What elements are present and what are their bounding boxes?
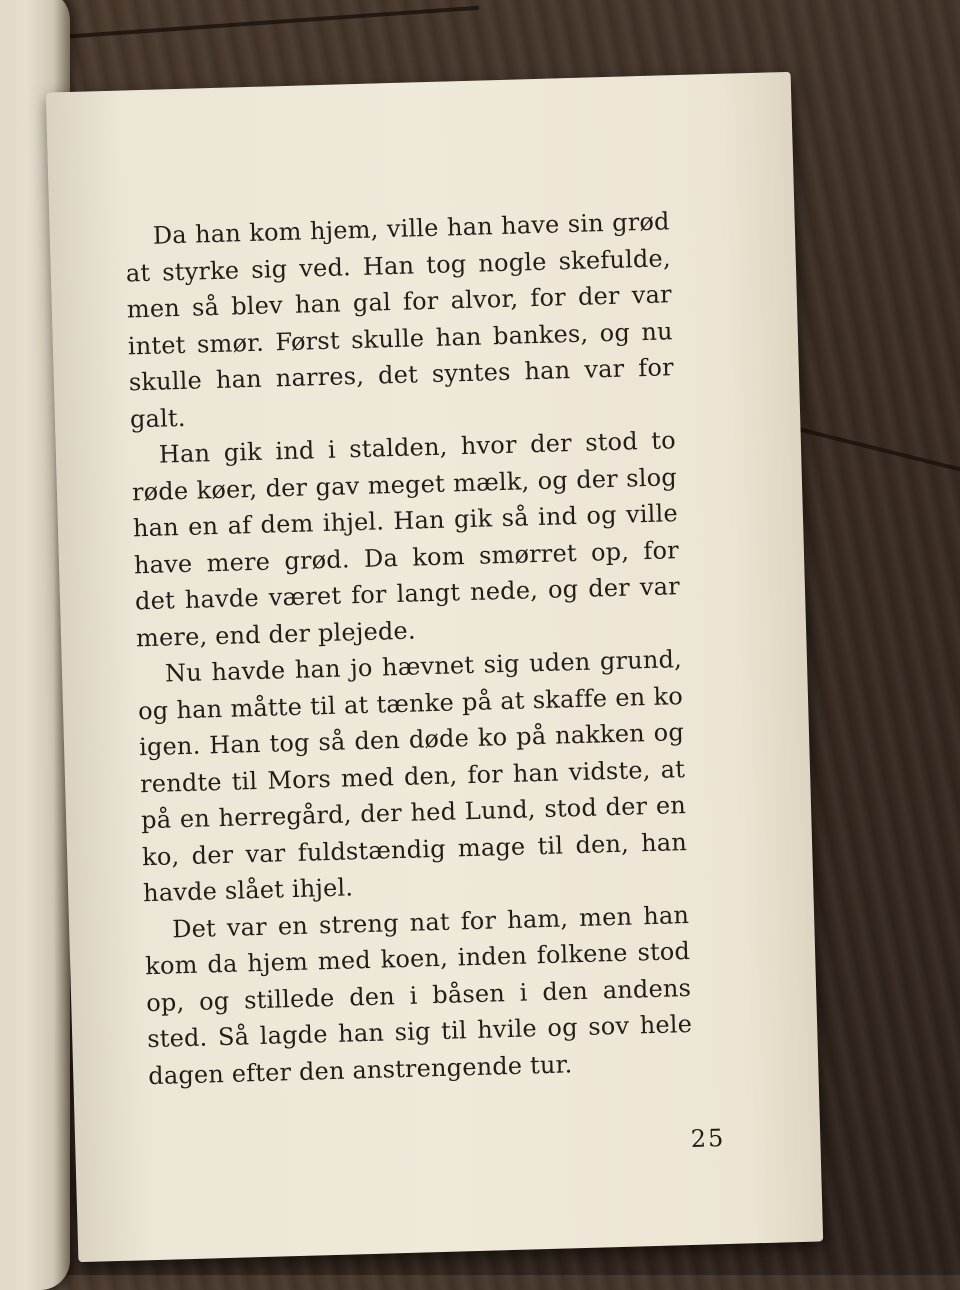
book-page <box>46 72 823 1262</box>
floor-plank-gap <box>60 6 479 39</box>
page-text <box>124 203 693 1094</box>
page-number: 25 <box>690 1124 726 1154</box>
paragraph: Da han kom hjem, ville han have sin grød at styrke sig ved. Han tog nogle skefulde, men så blev han gal for alvor, for der var intet smør. Først skulle han bankes, og nu skulle han narres, det syntes han var for galt. <box>125 207 675 433</box>
paragraph: Han gik ind i stalden, hvor der stod to røde køer, der gav meget mælk, og der slog han en af dem ihjel. Han gik så ind og ville have mere grød. Da kom smørret op, for det havde været for langt nede, og der var mere, end der plejede. <box>131 426 681 652</box>
paragraph: Nu havde han jo hævnet sig uden grund, og han måtte til at tænke på at skaffe en ko igen. Han tog så den døde ko på nakken og rendte til Mors med den, for han vidste, at på en herregård, der hed Lund, stod der en ko, der var fuldstændig mage til den, han havde slået ihjel. <box>137 645 688 908</box>
paragraph: Det var en streng nat for ham, men han kom da hjem med koen, inden folkene stod op, og stillede den i båsen i den andens sted. Så lagde han sig til hvile og sov hele dagen efter den anstrengende tur. <box>144 900 693 1090</box>
